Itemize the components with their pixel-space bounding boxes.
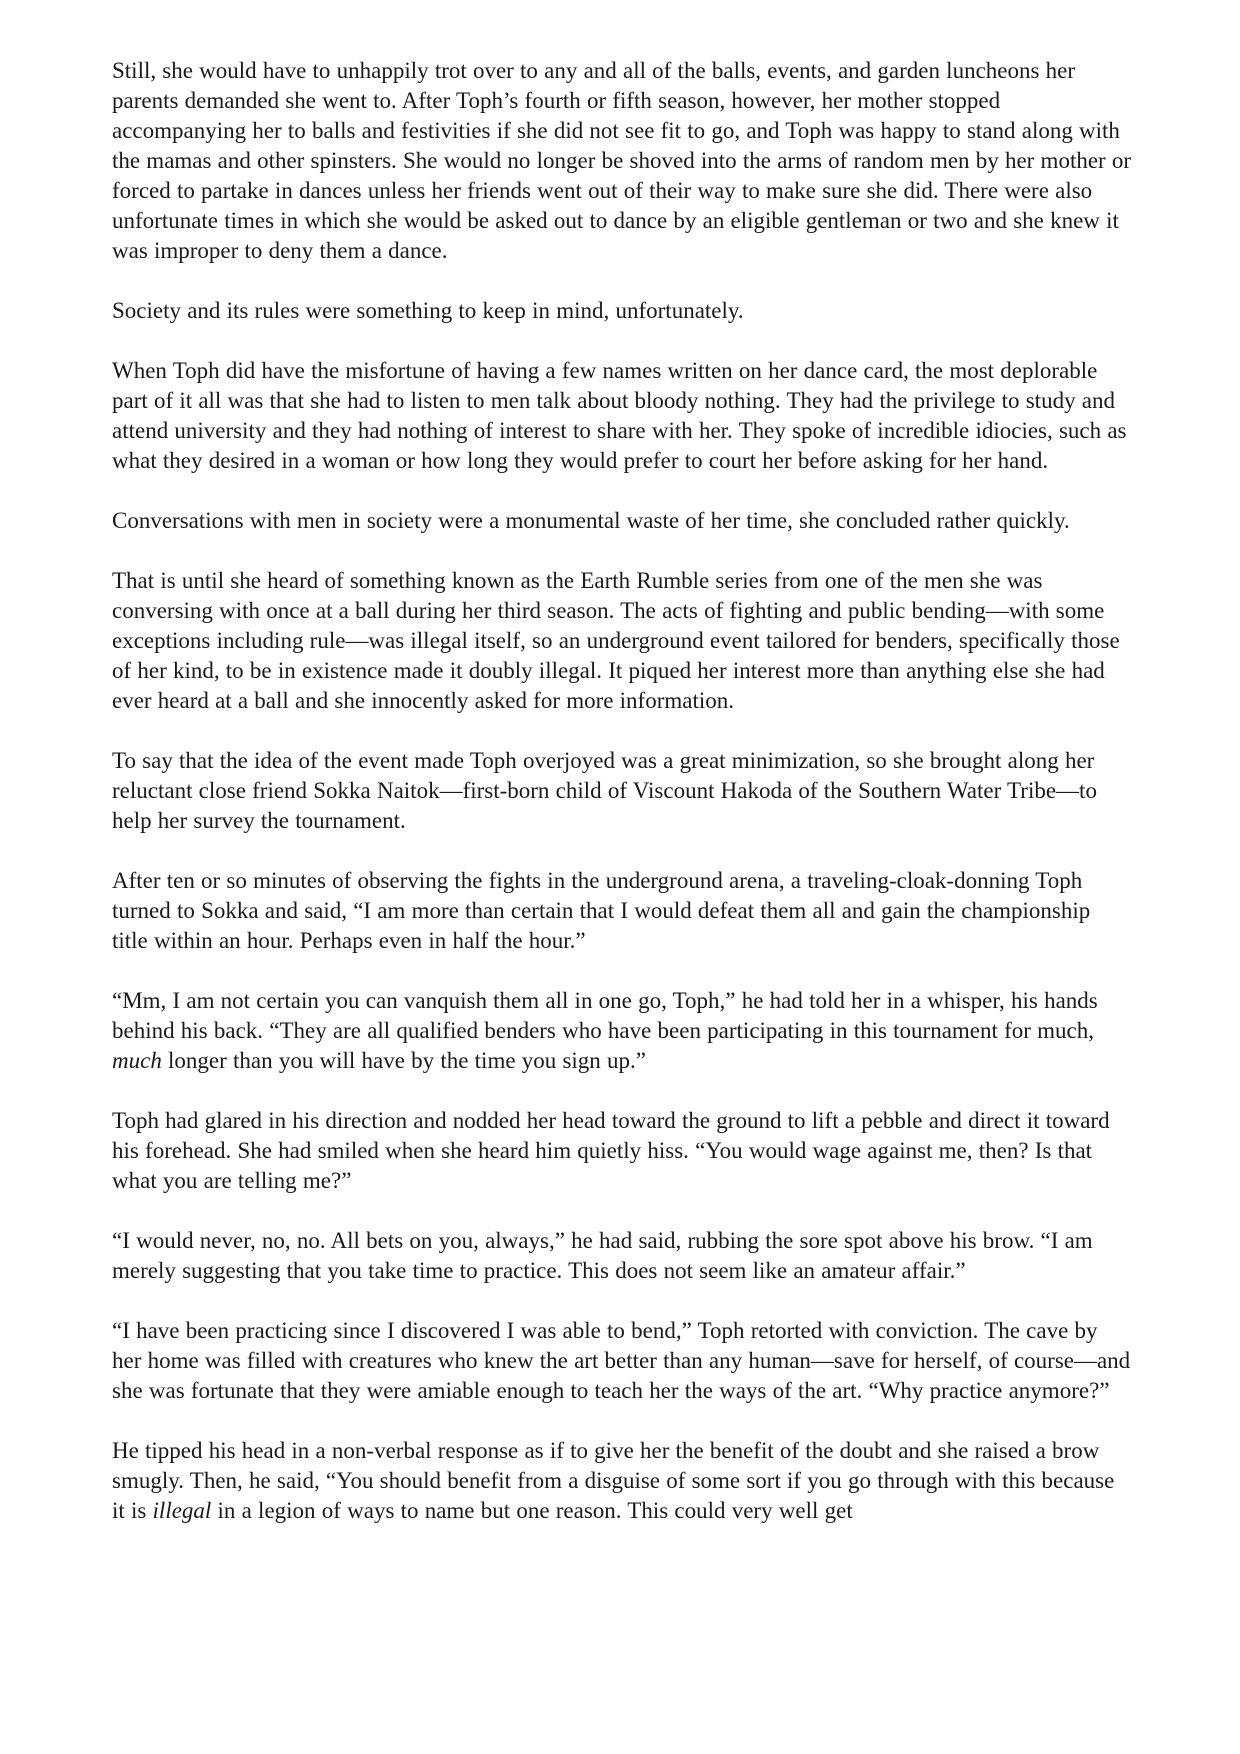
text-segment: To say that the idea of the event made Toph overjoyed was a great minimization, so she brought along her reluctant close friend Sokka Naitok—first-born child of Viscount Hakoda of the Southern Water Tribe—to help her survey the tournament.: [112, 748, 1097, 833]
italic-text-segment: illegal: [152, 1498, 212, 1523]
story-paragraph: [112, 356, 1132, 476]
text-segment: longer than you will have by the time you sign up.”: [161, 1048, 646, 1073]
story-paragraph: [112, 56, 1132, 266]
story-paragraph: [112, 1436, 1132, 1526]
text-segment: “Mm, I am not certain you can vanquish them all in one go, Toph,” he had told her in a whisper, his hands behind his back. “They are all qualified benders who have been participating in this tournament for much,: [112, 988, 1098, 1043]
text-segment: When Toph did have the misfortune of having a few names written on her dance card, the most deplorable part of it all was that she had to listen to men talk about bloody nothing. They had the privilege to study and attend university and they had nothing of interest to share with her. They spoke of incredible idiocies, such as what they desired in a woman or how long they would prefer to court her before asking for her hand.: [112, 358, 1127, 473]
italic-text-segment: much: [112, 1048, 162, 1073]
story-paragraph: [112, 566, 1132, 716]
story-paragraph: [112, 746, 1132, 836]
story-paragraph: [112, 1316, 1132, 1406]
text-segment: “I would never, no, no. All bets on you, always,” he had said, rubbing the sore spot above his brow. “I am merely suggesting that you take time to practice. This does not seem like an amateur affair.”: [112, 1228, 1093, 1283]
story-paragraph: [112, 1106, 1132, 1196]
text-segment: in a legion of ways to name but one reason. This could very well get: [211, 1498, 853, 1523]
text-segment: Conversations with men in society were a monumental waste of her time, she concluded rather quickly.: [112, 508, 1070, 533]
story-paragraph: [112, 1226, 1132, 1286]
text-segment: After ten or so minutes of observing the fights in the underground arena, a traveling-cloak-donning Toph turned to Sokka and said, “I am more than certain that I would defeat them all and gain the championship title within an hour. Perhaps even in half the hour.”: [112, 868, 1091, 953]
story-paragraph: [112, 986, 1132, 1076]
story-paragraph: [112, 296, 1132, 326]
text-segment: That is until she heard of something known as the Earth Rumble series from one of the men she was conversing with once at a ball during her third season. The acts of fighting and public bending—with some exceptions including rule—was illegal itself, so an underground event tailored for benders, specifically those of her kind, to be in existence made it doubly illegal. It piqued her interest more than anything else she had ever heard at a ball and she innocently asked for more information.: [112, 568, 1120, 713]
story-paragraph: [112, 506, 1132, 536]
story-paragraph: [112, 866, 1132, 956]
text-segment: “I have been practicing since I discovered I was able to bend,” Toph retorted with conviction. The cave by her home was filled with creatures who knew the art better than any human—save for herself, of course—and she was fortunate that they were amiable enough to teach her the ways of the art. “Why practice anymore?”: [112, 1318, 1131, 1403]
text-segment: Society and its rules were something to keep in mind, unfortunately.: [112, 298, 744, 323]
story-text: [112, 56, 1132, 1526]
text-segment: Still, she would have to unhappily trot over to any and all of the balls, events, and garden luncheons her parents demanded she went to. After Toph’s fourth or fifth season, however, her mother stopped accompanying her to balls and festivities if she did not see fit to go, and Toph was happy to stand along with the mamas and other spinsters. She would no longer be shoved into the arms of random men by her mother or forced to partake in dances unless her friends went out of their way to make sure she did. There were also unfortunate times in which she would be asked out to dance by an eligible gentleman or two and she knew it was improper to deny them a dance.: [112, 58, 1132, 263]
text-segment: Toph had glared in his direction and nodded her head toward the ground to lift a pebble and direct it toward his forehead. She had smiled when she heard him quietly hiss. “You would wage against me, then? Is that what you are telling me?”: [112, 1108, 1110, 1193]
text-segment: He tipped his head in a non-verbal response as if to give her the benefit of the doubt and she raised a brow smugly. Then, he said, “You should benefit from a disguise of some sort if you go through with this because it is: [112, 1438, 1115, 1523]
